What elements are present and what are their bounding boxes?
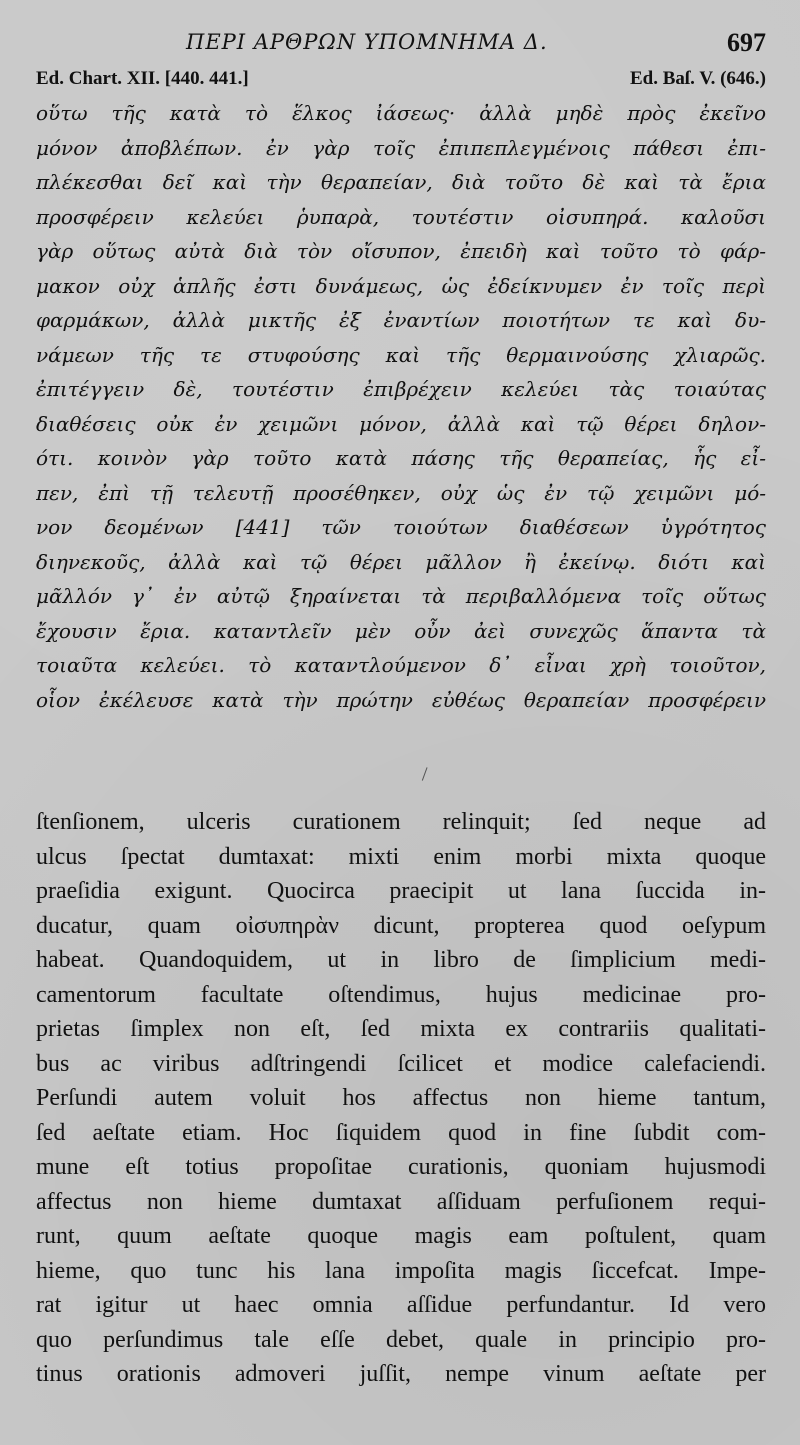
greek-line: γὰρ οὕτως αὐτὰ διὰ τὸν οἴσυπον, ἐπειδὴ καὶ τοῦτο τὸ φάρ- [36,239,766,263]
edition-reference-basel: Ed. Baſ. V. (646.) [629,68,766,89]
latin-line: quo perſundimus tale eſſe debet, quale in principio pro- [36,1326,766,1353]
latin-line: prietas ſimplex non eſt, ſed mixta ex contrariis qualitati- [36,1016,766,1042]
latin-line: praeſidia exigunt. Quocirca praecipit ut lana ſuccida in- [36,878,766,904]
greek-line: φαρμάκων, ἀλλὰ μικτῆς ἐξ ἐναντίων ποιοτήτων τε καὶ δυ- [36,308,766,332]
latin-line: habeat. Quandoquidem, ut in libro de ſimplicium medi- [36,947,766,973]
latin-line: tinus orationis admoveri juſſit, nempe vinum aeſtate per [36,1361,766,1387]
greek-line: πλέκεσθαι δεῖ καὶ τὴν θεραπείαν, διὰ τοῦτο δὲ καὶ τὰ ἔρια [36,170,766,194]
latin-line: ſed aeſtate etiam. Hoc ſiquidem quod in fine ſubdit com- [36,1119,766,1146]
greek-line: τοιαῦτα κελεύει. τὸ καταντλούμενον δ᾽ εἶναι χρὴ τοιοῦτον, [36,653,766,677]
edition-references [36,68,766,92]
page-number: 697 [727,28,766,57]
greek-line: νον δεομένων [441] τῶν τοιούτων διαθέσεων ὑγρότητος [36,515,766,539]
stray-print-mark [422,767,433,783]
greek-line: μᾶλλόν γ᾽ ἐν αὐτῷ ξηραίνεται τὰ περιβαλλόμενα τοῖς οὕτως [36,584,766,608]
greek-line: ότι. κοινὸν γὰρ τοῦτο κατὰ πάσης τῆς θεραπείας, ἧς εἶ- [36,446,766,470]
latin-line: bus ac viribus adſtringendi ſcilicet et modice calefaciendi. [36,1050,766,1077]
latin-line: rat igitur ut haec omnia aſſidue perfundantur. Id vero [36,1292,766,1318]
greek-line: οὕτω τῆς κατὰ τὸ ἕλκος ἰάσεως· ἀλλὰ μηδὲ πρὸς ἐκεῖνο [36,101,766,125]
latin-line: affectus non hieme dumtaxat aſſiduam perfuſionem requi- [36,1188,766,1215]
latin-text-block [36,805,766,1392]
latin-line: mune eſt totius propoſitae curationis, quoniam hujusmodi [36,1154,766,1180]
page-header [36,30,766,64]
latin-line: camentorum facultate oſtendimus, hujus medicinae pro- [36,981,766,1008]
latin-line: Perſundi autem voluit hos affectus non hieme tantum, [36,1085,766,1111]
latin-line: ducatur, quam οἰσυπηρὰν dicunt, propterea quod oeſypum [36,912,766,939]
greek-line: ἐπιτέγγειν δὲ, τουτέστιν ἐπιβρέχειν κελεύει τὰς τοιαύτας [36,377,766,401]
greek-line: μόνον ἀποβλέπων. ἐν γὰρ τοῖς ἐπιπεπλεγμένοις πάθεσι ἐπι- [36,135,766,160]
greek-line: διηνεκοῦς, ἀλλὰ καὶ τῷ θέρει μᾶλλον ἢ ἐκείνῳ. διότι καὶ [36,549,766,574]
latin-line: hieme, quo tunc his lana impoſita magis ſiccefcat. Impe- [36,1257,766,1284]
greek-line: νάμεων τῆς τε στυφούσης καὶ τῆς θερμαινούσης χλιαρῶς. [36,342,766,367]
running-title: ΠΕΡΙ ΑΡΘΡΩΝ ΥΠΟΜΝΗΜΑ Δ. [186,30,548,54]
greek-line: ἔχουσιν ἔρια. καταντλεῖν μὲν οὖν ἀεὶ συνεχῶς ἅπαντα τὰ [36,618,766,643]
greek-line: πεν, ἐπὶ τῇ τελευτῇ προσέθηκεν, οὐχ ὡς ἐν τῷ χειμῶνι μό- [36,480,766,505]
greek-line: διαθέσεις οὐκ ἐν χειμῶνι μόνον, ἀλλὰ καὶ τῷ θέρει δηλον- [36,411,766,436]
greek-line: προσφέρειν κελεύει ῥυπαρὰ, τουτέστιν οἰσυπηρά. καλοῦσι [36,204,766,229]
latin-line: runt, quum aeſtate quoque magis eam poſtulent, quam [36,1223,766,1249]
greek-line: οἷον ἐκέλευσε κατὰ τὴν πρώτην εὐθέως θεραπείαν προσφέρειν [36,687,766,712]
edition-reference-chart: Ed. Chart. XII. [440. 441.] [36,68,249,89]
greek-line: μακον οὐχ ἁπλῆς ἐστι δυνάμεως, ὡς ἐδείκνυμεν ἐν τοῖς περὶ [36,273,766,298]
greek-text-block [36,96,766,717]
latin-line: ſtenſionem, ulceris curationem relinquit; ſed neque ad [36,809,766,835]
latin-line: ulcus ſpectat dumtaxat: mixti enim morbi mixta quoque [36,843,766,870]
